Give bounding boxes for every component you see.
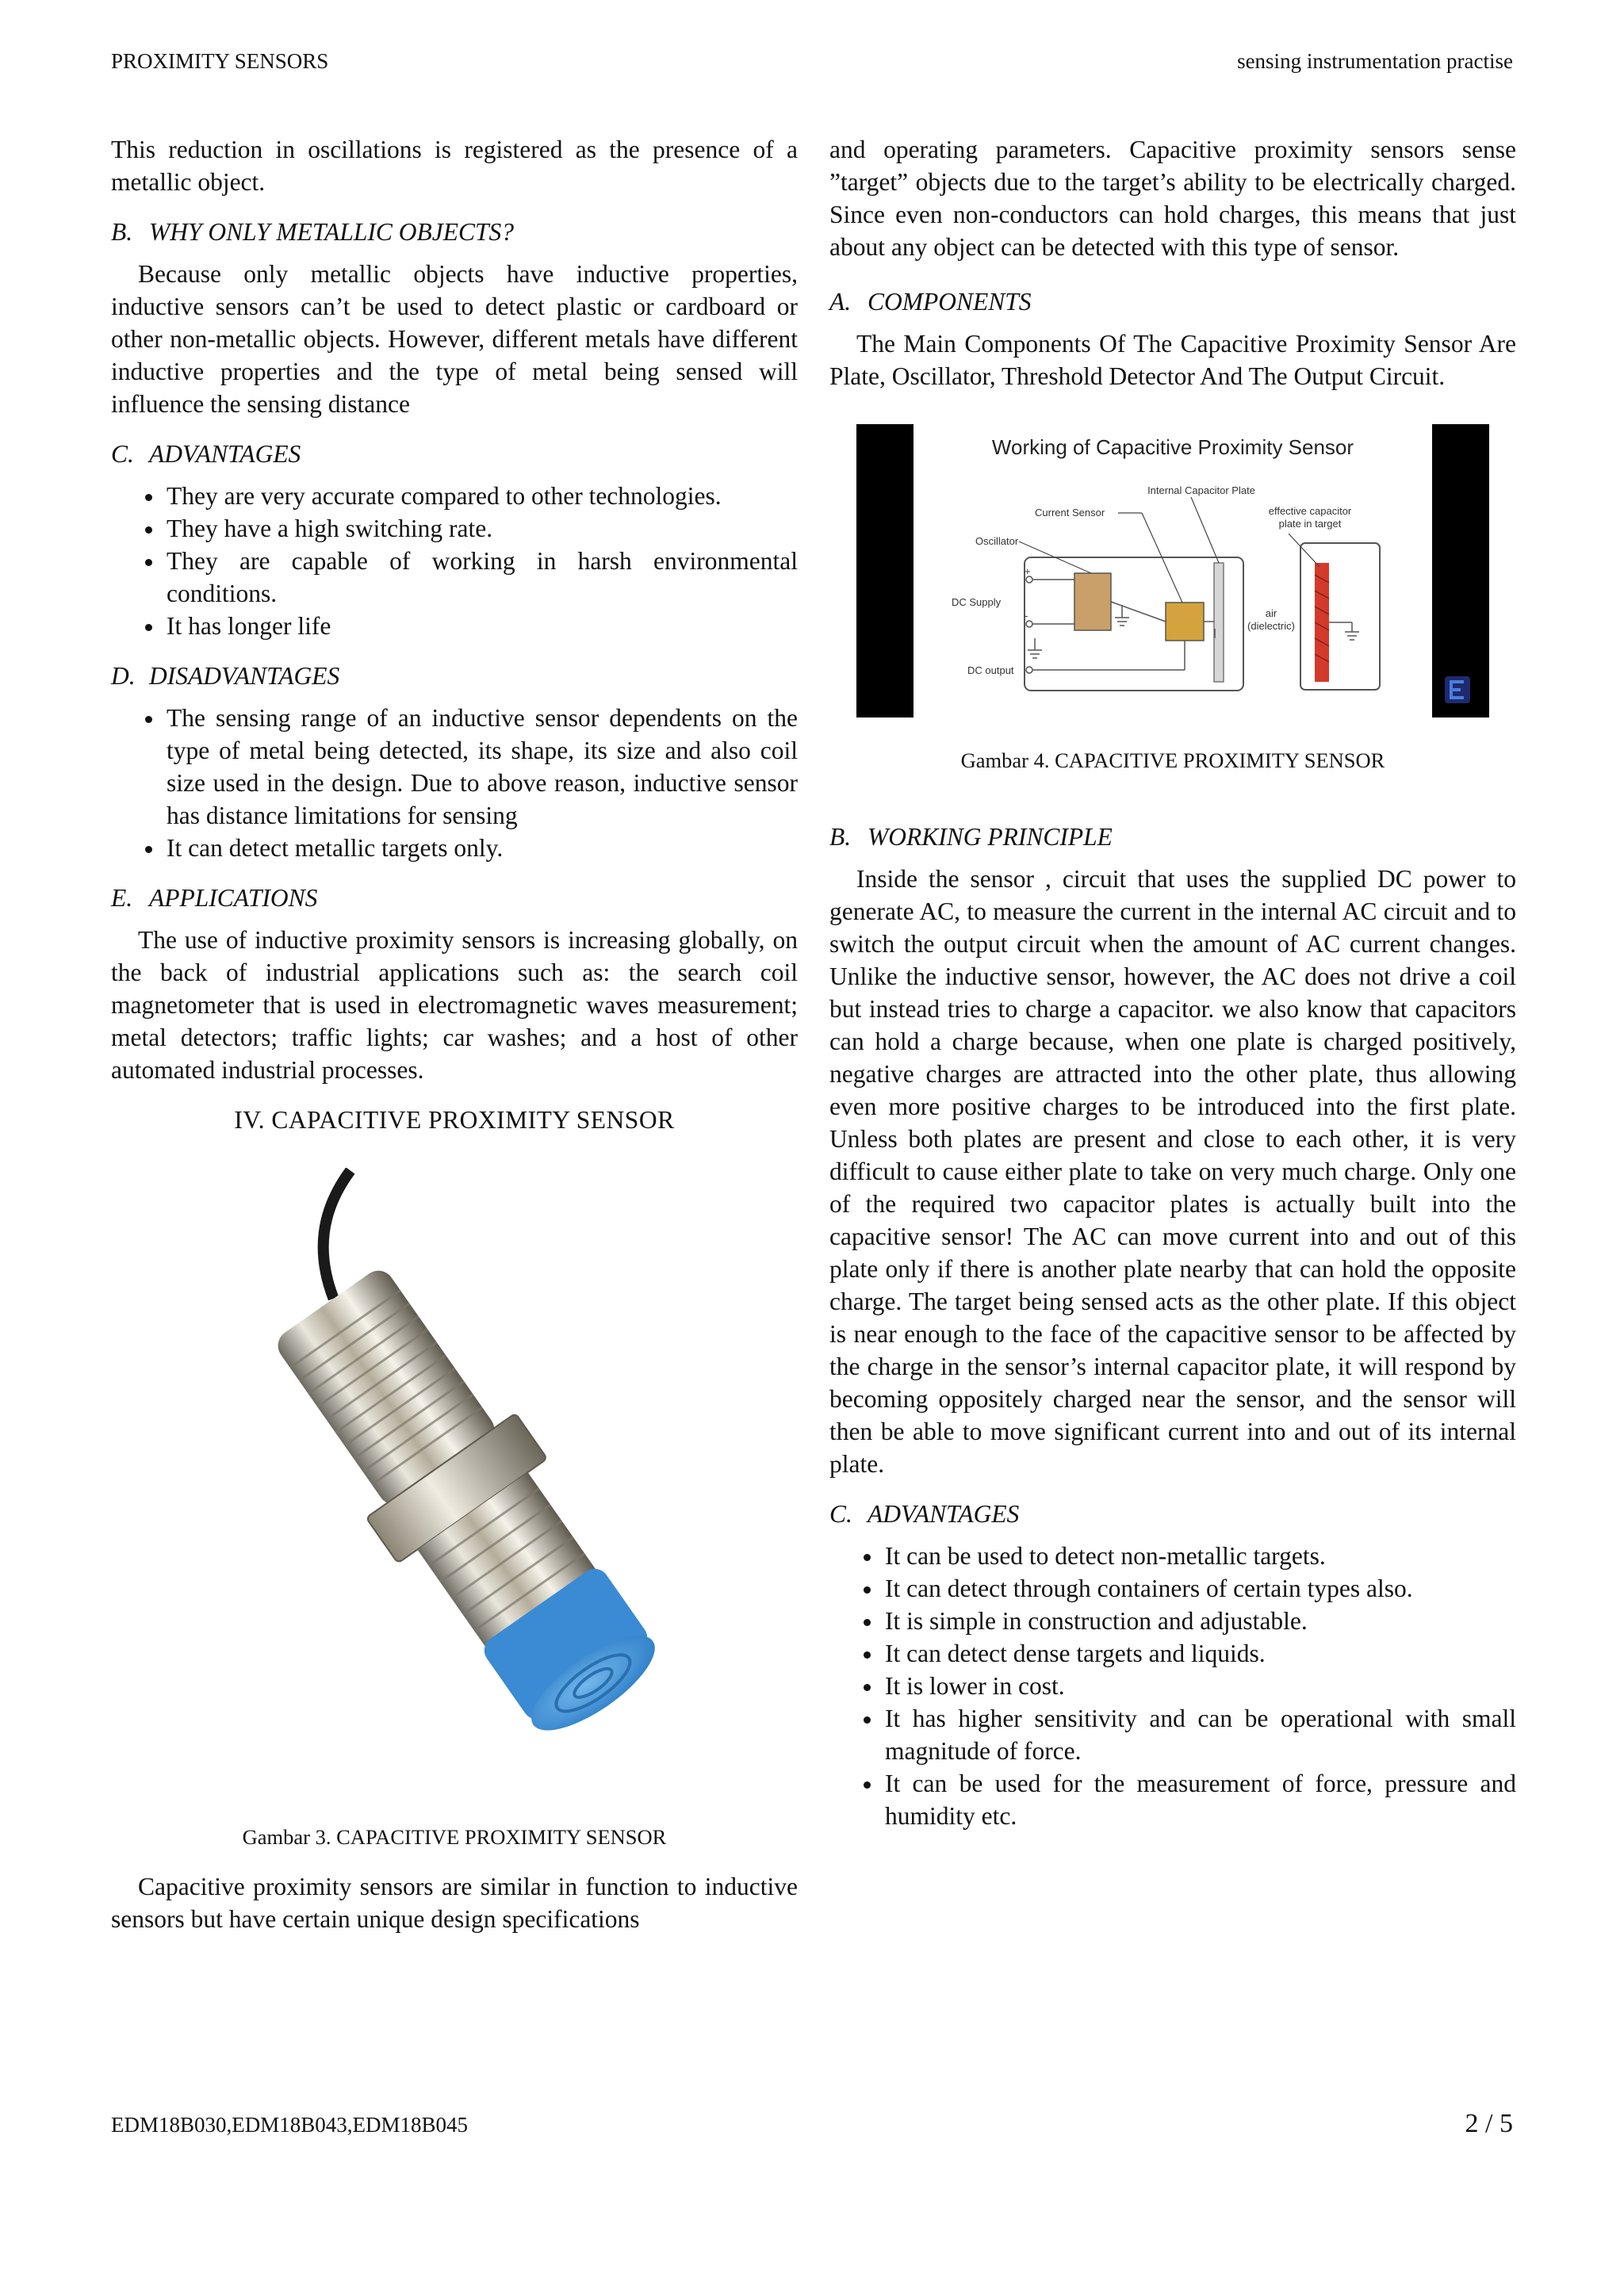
section-heading bbox=[829, 1498, 1516, 1530]
list-item: • It can detect through containers of certain types also. bbox=[883, 1572, 1516, 1605]
list-item: • It is lower in cost. bbox=[883, 1670, 1516, 1702]
label-dc-output: DC output bbox=[967, 664, 1014, 676]
advantages-list bbox=[111, 480, 798, 642]
page-footer bbox=[111, 2109, 1513, 2139]
threshold-block bbox=[1166, 603, 1204, 641]
section-title: WHY ONLY METALLIC OBJECTS? bbox=[149, 218, 514, 246]
list-item: • They are very accurate compared to other technologies. bbox=[165, 480, 798, 512]
section-heading bbox=[829, 285, 1516, 318]
disadvantages-list bbox=[111, 702, 798, 864]
list-item: • It has higher sensitivity and can be operational with small magnitude of force. bbox=[883, 1702, 1516, 1767]
running-header bbox=[111, 49, 1513, 81]
footer-ids: EDM18B030,EDM18B043,EDM18B045 bbox=[111, 2113, 469, 2137]
section-number: E. bbox=[111, 884, 133, 912]
header-left: PROXIMITY SENSORS bbox=[111, 49, 329, 73]
black-bar-right bbox=[1432, 424, 1489, 718]
figure-caption: Gambar 4. CAPACITIVE PROXIMITY SENSOR bbox=[960, 748, 1385, 772]
section-heading bbox=[111, 216, 798, 248]
label-effective-plate-1: effective capacitor bbox=[1268, 505, 1352, 517]
capacitive-sensor-diagram bbox=[856, 424, 1489, 718]
section-title: ADVANTAGES bbox=[868, 1500, 1020, 1528]
label-effective-plate-2: plate in target bbox=[1278, 518, 1342, 530]
list-item: • It can be used for the measurement of force, pressure and humidity etc. bbox=[883, 1767, 1516, 1832]
label-air-2: (dielectric) bbox=[1247, 620, 1295, 632]
list-item: • The sensing range of an inductive sensor dependents on the type of metal being detected, its shape, its size and also coil size used in the design. Due to above reason, inductive sensor has distance limitations for sensing bbox=[165, 702, 798, 832]
section-number: A. bbox=[829, 288, 852, 316]
internal-plate bbox=[1214, 563, 1224, 682]
target-plate bbox=[1315, 563, 1329, 682]
section-number: C. bbox=[829, 1500, 852, 1528]
section-number: D. bbox=[111, 662, 136, 690]
diagram-title: Working of Capacitive Proximity Sensor bbox=[991, 435, 1354, 459]
section-title: APPLICATIONS bbox=[149, 884, 318, 912]
header-right: sensing instrumentation practise bbox=[1237, 49, 1513, 73]
black-bar-left bbox=[856, 424, 914, 718]
list-item: • It has longer life bbox=[165, 610, 798, 642]
left-column bbox=[111, 133, 798, 1935]
label-air-1: air bbox=[1265, 607, 1277, 619]
section-heading bbox=[111, 660, 798, 692]
paragraph: Because only metallic objects have inductive properties, inductive sensors can’t be used to detect plastic or cardboard or other non-metallic objects. However, different metals have different inductive properties and the type of metal being sensed will influence the sensing distance bbox=[111, 260, 798, 418]
paragraph: This reduction in oscillations is registered as the presence of a metallic object. bbox=[111, 136, 798, 196]
list-item: • They have a high switching rate. bbox=[165, 512, 798, 545]
label-oscillator: Oscillator bbox=[975, 535, 1019, 547]
advantages-list bbox=[829, 1540, 1516, 1832]
label-minus: - bbox=[1025, 610, 1028, 622]
section-heading bbox=[111, 438, 798, 470]
section-title: ADVANTAGES bbox=[149, 440, 301, 468]
list-item: • It can detect dense targets and liquids. bbox=[883, 1637, 1516, 1670]
list-item: • It can be used to detect non-metallic targets. bbox=[883, 1540, 1516, 1572]
paragraph: Capacitive proximity sensors are similar in function to inductive sensors but have certain unique design specifications bbox=[111, 1873, 798, 1933]
section-title: DISADVANTAGES bbox=[149, 662, 340, 690]
list-item: • It can detect metallic targets only. bbox=[165, 832, 798, 864]
label-internal-plate: Internal Capacitor Plate bbox=[1147, 484, 1255, 496]
oscillator-block bbox=[1074, 573, 1111, 630]
section-title: COMPONENTS bbox=[868, 288, 1032, 316]
section-heading bbox=[829, 821, 1516, 853]
paragraph: and operating parameters. Capacitive proximity sensors sense ”target” objects due to the target’s ability to be electrically charged. Since even non-conductors can hold charges, this means that just about any object can be detected with this type of sensor. bbox=[829, 136, 1516, 261]
section-title: WORKING PRINCIPLE bbox=[868, 823, 1113, 851]
page-number: 2 / 5 bbox=[1465, 2109, 1513, 2138]
label-plus: + bbox=[1025, 565, 1031, 577]
label-dc-supply: DC Supply bbox=[952, 596, 1002, 608]
paragraph: The use of inductive proximity sensors is increasing globally, on the back of industrial applications such as: the search coil magnetometer that is used in electromagnetic waves measurement; metal detectors; traffic lights; car washes; and a host of other automated industrial processes. bbox=[111, 926, 798, 1084]
label-current-sensor: Current Sensor bbox=[1035, 507, 1105, 519]
sensor-photo bbox=[201, 1168, 708, 1802]
paragraph: Inside the sensor , circuit that uses the supplied DC power to generate AC, to measure the current in the internal AC circuit and to switch the output circuit when the amount of AC current changes. Unlike the inductive sensor, however, the AC does not drive a coil but instead tries to charge a capacitor. we also know that capacitors can hold a charge because, when one plate is charged positively, negative charges are attracted into the other plate, thus allowing even more positive charges to be introduced into the first plate. Unless both plates are present and close to each other, it is very difficult to cause either plate to take on very much charge. Only one of the required two capacitor plates is actually built into the capacitive sensor! The AC can move current into and out of this plate only if there is another plate nearby that can hold the opposite charge. The target being sensed acts as the other plate. If this object is near enough to the face of the capacitive sensor to be affected by the charge in the sensor’s internal capacitor plate, it will respond by becoming oppositely charged near the sensor, and the sensor will then be able to move significant current into and out of its internal plate. bbox=[829, 865, 1516, 1478]
list-item: • They are capable of working in harsh environmental conditions. bbox=[165, 545, 798, 610]
paragraph: The Main Components Of The Capacitive Proximity Sensor Are Plate, Oscillator, Threshold Detector And The Output Circuit. bbox=[829, 330, 1516, 390]
section-heading bbox=[111, 882, 798, 914]
list-item: • It is simple in construction and adjustable. bbox=[883, 1605, 1516, 1637]
corner-logo-icon bbox=[1445, 676, 1470, 703]
section-number: C. bbox=[111, 440, 134, 468]
right-column bbox=[829, 133, 1516, 1832]
figure-caption: Gambar 3. CAPACITIVE PROXIMITY SENSOR bbox=[242, 1825, 667, 1849]
section-number: B. bbox=[111, 218, 133, 246]
section-number: B. bbox=[829, 823, 852, 851]
chapter-heading: IV. CAPACITIVE PROXIMITY SENSOR bbox=[234, 1106, 675, 1134]
